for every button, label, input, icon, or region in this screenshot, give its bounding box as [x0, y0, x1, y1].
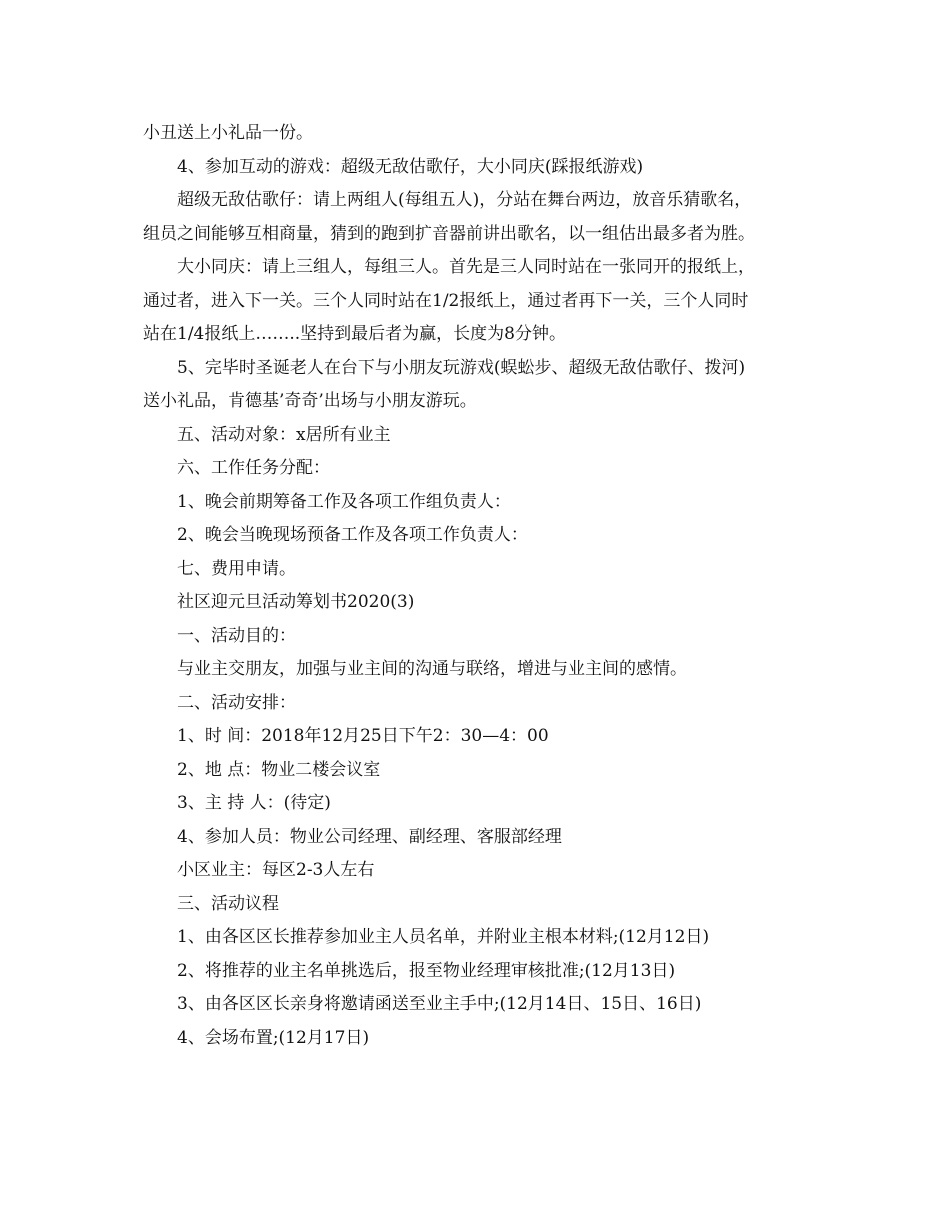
paragraph-line: 通过者，进入下一关。三个人同时站在1/2报纸上，通过者再下一关，三个人同时 [143, 290, 749, 311]
paragraph-line: 2、晚会当晚现场预备工作及各项工作负责人： [177, 525, 528, 545]
paragraph-line: 社区迎元旦活动筹划书2020(3) [177, 592, 415, 612]
paragraph-line: 大小同庆：请上三组人，每组三人。首先是三人同时站在一张同开的报纸上， [177, 257, 755, 277]
paragraph-line: 一、活动目的： [177, 625, 296, 646]
paragraph-line: 七、费用申请。 [177, 558, 296, 579]
paragraph-line: 站在1/4报纸上……..坚持到最后者为赢，长度为8分钟。 [143, 324, 566, 344]
paragraph-line: 1、时 间：2018年12月25日下午2：30—4：00 [177, 726, 549, 746]
paragraph-line: 超级无敌估歌仔：请上两组人(每组五人)，分站在舞台两边，放音乐猜歌名， [177, 190, 752, 210]
paragraph-line: 六、工作任务分配： [177, 458, 330, 478]
paragraph-line: 4、参加人员：物业公司经理、副经理、客服部经理 [177, 826, 562, 847]
paragraph-line: 2、将推荐的业主名单挑选后，报至物业经理审核批准;(12月13日) [177, 960, 676, 981]
paragraph-line: 小丑送上小礼品一份。 [143, 123, 313, 143]
paragraph-line: 送小礼品，肯德基’奇奇’出场与小朋友游玩。 [143, 391, 477, 411]
paragraph-line: 3、主 持 人：(待定) [177, 793, 331, 813]
paragraph-line: 1、晚会前期筹备工作及各项工作组负责人： [177, 491, 511, 512]
paragraph-line: 组员之间能够互相商量，猜到的跑到扩音器前讲出歌名，以一组估出最多者为胜。 [143, 223, 755, 244]
paragraph-line: 小区业主：每区2-3人左右 [177, 860, 375, 880]
paragraph-line: 五、活动对象：x居所有业主 [177, 424, 391, 445]
paragraph-line: 4、会场布置;(12月17日) [177, 1027, 370, 1048]
paragraph-line: 2、地 点：物业二楼会议室 [177, 759, 381, 780]
paragraph-line: 3、由各区区长亲身将邀请函送至业主手中;(12月14日、15日、16日) [177, 994, 702, 1014]
paragraph-line: 与业主交朋友，加强与业主间的沟通与联络，增进与业主间的感情。 [177, 659, 687, 679]
paragraph-line: 1、由各区区长推荐参加业主人员名单，并附业主根本材料;(12月12日) [177, 927, 710, 947]
paragraph-line: 4、参加互动的游戏：超级无敌估歌仔，大小同庆(踩报纸游戏) [177, 156, 644, 177]
paragraph-line: 5、完毕时圣诞老人在台下与小朋友玩游戏(蜈蚣步、超级无敌估歌仔、拨河) [177, 357, 746, 378]
paragraph-line: 二、活动安排： [177, 692, 296, 713]
paragraph-line: 三、活动议程 [177, 893, 279, 914]
document-body [143, 117, 813, 1055]
